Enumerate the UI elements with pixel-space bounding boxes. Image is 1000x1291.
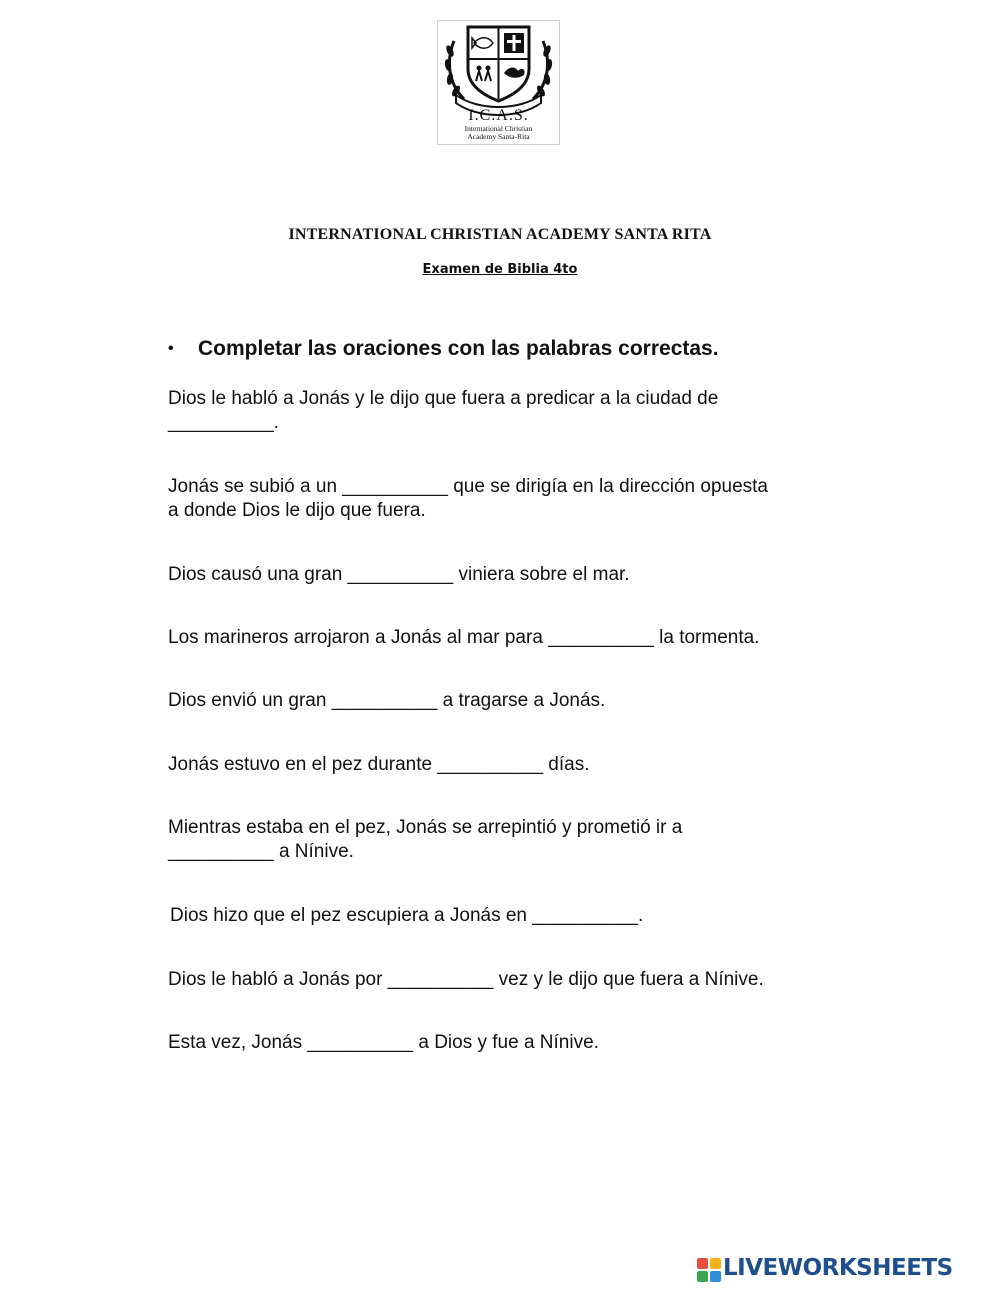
- school-logo: [437, 20, 560, 145]
- logo-name-line2: Academy Santa-Rita: [467, 132, 530, 141]
- bullet-icon: •: [168, 340, 174, 357]
- question-1: [168, 387, 848, 435]
- question-5: [168, 689, 848, 713]
- exam-title: Examen de Biblia 4to: [422, 262, 578, 277]
- question-line: Mientras estaba en el pez, Jonás se arrepintió y prometió ir a: [168, 817, 683, 838]
- question-line: Dios le habló a Jonás y le dijo que fuera a predicar a la ciudad de: [168, 388, 719, 409]
- school-name: INTERNATIONAL CHRISTIAN ACADEMY SANTA RITA: [288, 226, 712, 243]
- question-6: [168, 753, 848, 777]
- liveworksheets-logo-icon: [697, 1258, 723, 1284]
- question-2: [168, 475, 848, 523]
- question-7: [168, 816, 848, 864]
- logo-square-icon: [697, 1258, 708, 1269]
- question-line: a donde Dios le dijo que fuera.: [168, 500, 426, 521]
- brand-text: LIVEWORKSHEETS: [723, 1255, 953, 1281]
- question-line: Jonás estuvo en el pez durante __________ días.: [168, 754, 590, 775]
- question-line: __________.: [168, 412, 279, 433]
- logo-square-icon: [697, 1271, 708, 1282]
- question-line: Dios causó una gran __________ viniera sobre el mar.: [168, 564, 630, 585]
- question-line: __________ a Nínive.: [168, 841, 354, 862]
- question-line: Dios envió un gran __________ a tragarse a Jonás.: [168, 690, 606, 711]
- instruction-text: Completar las oraciones con las palabras correctas.: [198, 337, 719, 360]
- question-10: [168, 1031, 848, 1055]
- question-line: Los marineros arrojaron a Jonás al mar para __________ la tormenta.: [168, 627, 760, 648]
- question-4: [168, 626, 848, 650]
- logo-square-icon: [710, 1271, 721, 1282]
- logo-name-line1: International Christian: [464, 124, 533, 133]
- question-9: [168, 968, 848, 992]
- question-3: [168, 563, 848, 587]
- question-8: [170, 904, 850, 928]
- question-line: Esta vez, Jonás __________ a Dios y fue a Nínive.: [168, 1032, 599, 1053]
- question-line: Jonás se subió a un __________ que se dirigía en la dirección opuesta: [168, 476, 768, 497]
- instruction: [168, 337, 719, 361]
- question-line: Dios hizo que el pez escupiera a Jonás en __________.: [170, 905, 644, 926]
- logo-abbreviation: I.C.A.S.: [468, 107, 529, 124]
- logo-name: [438, 125, 559, 141]
- logo-square-icon: [710, 1258, 721, 1269]
- question-line: Dios le habló a Jonás por __________ vez y le dijo que fuera a Nínive.: [168, 969, 764, 990]
